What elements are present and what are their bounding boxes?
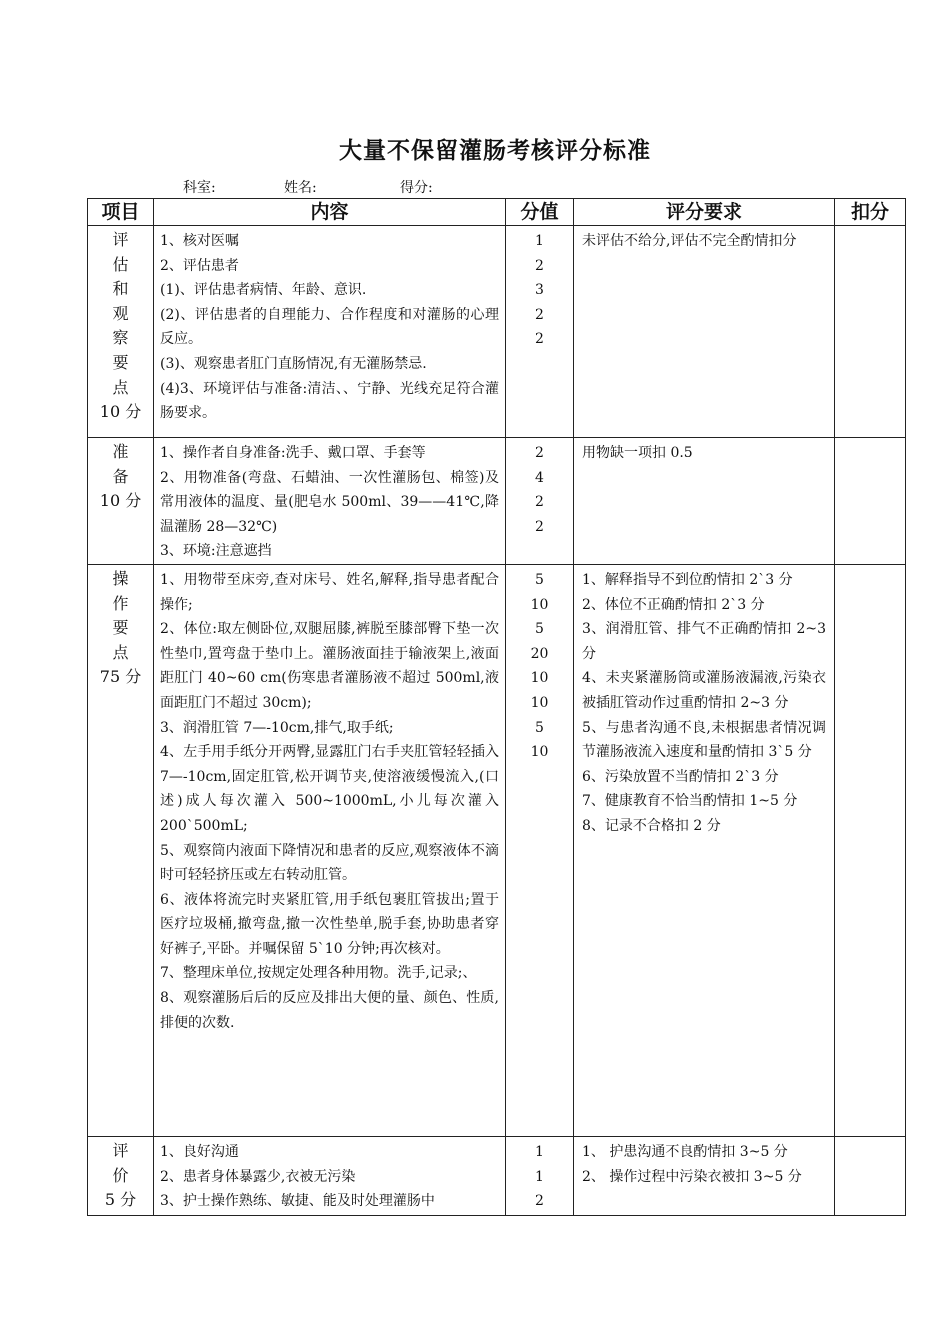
section-scores: 1 2 3 2 2 bbox=[506, 226, 574, 438]
header-meta bbox=[183, 177, 433, 197]
section-content: 1、核对医嘱 2、评估患者 (1)、评估患者病情、年龄、意识. (2)、评估患者的自理能力、合作程度和对灌肠的心理反应。 (3)、观察患者肛门直肠情况,有无灌肠禁忌. (4)3、环境评估与准备:清洁、、宁静、光线充足符合灌肠要求。 bbox=[154, 226, 506, 438]
header-deduction: 扣分 bbox=[835, 199, 906, 226]
header-item: 项目 bbox=[88, 199, 154, 226]
dept-label: 科室: bbox=[183, 180, 216, 196]
score-label: 得分: bbox=[400, 180, 433, 196]
section-scores: 2 4 2 2 bbox=[506, 438, 574, 565]
deduction-cell bbox=[835, 438, 906, 565]
header-score: 分值 bbox=[506, 199, 574, 226]
table-row bbox=[88, 1136, 906, 1215]
section-requirements: 未评估不给分,评估不完全酌情扣分 bbox=[574, 226, 835, 438]
section-item: 评 估 和 观 察 要 点 10 分 bbox=[88, 226, 154, 438]
table-row bbox=[88, 226, 906, 438]
section-item: 操 作 要 点 75 分 bbox=[88, 564, 154, 1136]
section-content: 1、操作者自身准备:洗手、戴口罩、手套等 2、用物准备(弯盘、石蜡油、一次性灌肠包、棉签)及常用液体的温度、量(肥皂水 500ml、39——41℃,降温灌肠 28—32℃) 3、环境:注意遮挡 bbox=[154, 438, 506, 565]
section-requirements: 1、解释指导不到位酌情扣 2`3 分 2、体位不正确酌情扣 2`3 分 3、润滑肛管、排气不正确酌情扣 2~3 分 4、未夹紧灌肠筒或灌肠液漏液,污染衣被插肛管动作过重酌情扣 2~3 分 5、与患者沟通不良,未根据患者情况调节灌肠液流入速度和量酌情扣 3`5 分 6、污染放置不当酌情扣 2`3 分 7、健康教育不恰当酌情扣 1~5 分 8、记录不合格扣 2 分 bbox=[574, 564, 835, 1136]
section-requirements: 用物缺一项扣 0.5 bbox=[574, 438, 835, 565]
name-label: 姓名: bbox=[284, 180, 317, 196]
deduction-cell bbox=[835, 564, 906, 1136]
deduction-cell bbox=[835, 1136, 906, 1215]
scoring-table bbox=[87, 198, 906, 1216]
table-row bbox=[88, 564, 906, 1136]
table-header-row bbox=[88, 199, 906, 226]
section-content: 1、良好沟通 2、患者身体暴露少,衣被无污染 3、护士操作熟练、敏捷、能及时处理灌肠中 bbox=[154, 1136, 506, 1215]
deduction-cell bbox=[835, 226, 906, 438]
section-content: 1、用物带至床旁,查对床号、姓名,解释,指导患者配合操作; 2、体位:取左侧卧位,双腿屈膝,裤脱至膝部臀下垫一次性垫巾,置弯盘于垫巾上。灌肠液面挂于输液架上,液面距肛门 40~60 cm(伤寒患者灌肠液不超过 500ml,液面距肛门不超过 30cm); 3、润滑肛管 7—-10cm,排气,取手纸; 4、左手用手纸分开两臀,显露肛门右手夹肛管轻轻插入 7—-10cm,固定肛管,松开调节夹,使溶液缓慢流入,(口述)成人每次灌入 500~1000mL,小儿每次灌入 200`500mL; 5、观察筒内液面下降情况和患者的反应,观察液体不滴时可轻轻挤压或左右转动肛管。 6、液体将流完时夹紧肛管,用手纸包裹肛管拔出;置于医疗垃圾桶,撤弯盘,撤一次性垫单,脱手套,协助患者穿好裤子,平卧。并嘱保留 5`10 分钟;再次核对。 7、整理床单位,按规定处理各种用物。洗手,记录;、 8、观察灌肠后后的反应及排出大便的量、颜色、性质,排便的次数. bbox=[154, 564, 506, 1136]
section-item: 准 备 10 分 bbox=[88, 438, 154, 565]
section-scores: 5 10 5 20 10 10 5 10 bbox=[506, 564, 574, 1136]
section-item: 评 价 5 分 bbox=[88, 1136, 154, 1215]
header-requirements: 评分要求 bbox=[574, 199, 835, 226]
page-title: 大量不保留灌肠考核评分标准 bbox=[339, 138, 651, 164]
header-content: 内容 bbox=[154, 199, 506, 226]
table-row bbox=[88, 438, 906, 565]
section-requirements: 1、 护患沟通不良酌情扣 3~5 分 2、 操作过程中污染衣被扣 3~5 分 bbox=[574, 1136, 835, 1215]
section-scores: 1 1 2 bbox=[506, 1136, 574, 1215]
